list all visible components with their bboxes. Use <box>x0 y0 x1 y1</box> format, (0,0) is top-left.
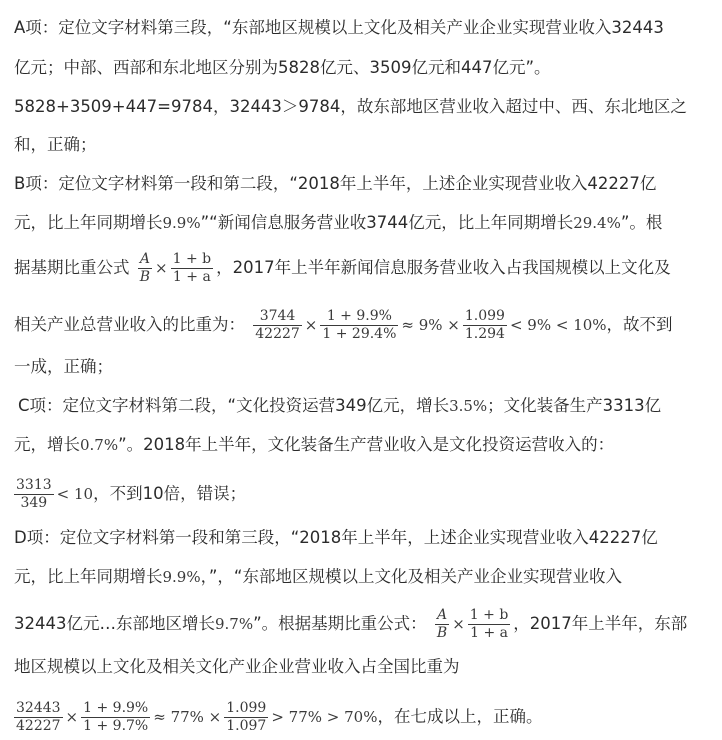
option-c-line-1 <box>18 395 661 417</box>
text: ”。根 <box>620 213 663 232</box>
fraction-3313-over-349 <box>14 477 54 512</box>
option-c-line-3 <box>14 477 246 512</box>
text: 和，正确； <box>14 135 97 154</box>
text: ；文化装备生产3313亿 <box>487 396 662 415</box>
text: 相关产业总营业收入的比重为： <box>14 315 245 334</box>
option-a-line-4 <box>14 134 97 156</box>
denominator: B <box>139 269 151 285</box>
denominator: 349 <box>20 495 48 511</box>
numerator: 3313 <box>16 477 52 493</box>
denominator: 42227 <box>255 326 300 342</box>
inequality: < 9% < 10% <box>509 316 607 334</box>
denominator: 1 + 29.4% <box>322 326 397 342</box>
times-sign: × <box>304 316 318 334</box>
math-percent: 9.9% <box>162 214 201 232</box>
times-sign: × <box>452 615 465 633</box>
option-a-line-1 <box>14 17 664 39</box>
text: 元，比上年同期增长 <box>14 567 163 586</box>
math-percent: 9.7% <box>215 615 254 633</box>
text: A项：定位文字材料第三段，“东部地区规模以上文化及相关产业企业实现营业收入32443 <box>14 18 664 37</box>
denominator: 1.097 <box>226 718 267 734</box>
fraction-a-over-b <box>435 607 449 642</box>
fraction-1b-over-1a <box>171 251 214 286</box>
text: ，”，“东部地区规模以上文化及相关产业企业实现营业收入 <box>200 567 622 586</box>
times-sign: × <box>65 708 79 726</box>
option-d-line-5 <box>14 700 542 735</box>
fraction-a-over-b <box>138 251 152 286</box>
option-b-line-1 <box>14 173 656 195</box>
fraction-growth-ratio <box>81 700 150 735</box>
text: ，2017年上半年新闻信息服务营业收入占我国规模以上文化及 <box>216 258 671 277</box>
math-percent: 3.5% <box>449 397 488 415</box>
denominator: 42227 <box>16 718 61 734</box>
numerator: 1 + b <box>172 251 212 267</box>
numerator: 1 + b <box>469 607 509 623</box>
numerator: 1.099 <box>226 700 267 716</box>
denominator: 1 + a <box>172 269 211 285</box>
option-c-line-2 <box>14 434 614 456</box>
fraction-1099-over-1097 <box>224 700 268 735</box>
fraction-1b-over-1a <box>468 607 511 642</box>
text: ”。2018年上半年，文化装备生产营业收入是文化投资运营收入的： <box>118 435 615 454</box>
numerator: 3744 <box>253 308 302 326</box>
option-b-line-3 <box>14 251 671 286</box>
option-d-line-3 <box>14 607 687 642</box>
math-percent: 0.7% <box>80 436 119 454</box>
approx-expression: ≈ 9% × <box>401 316 460 334</box>
text: ，在七成以上，正确。 <box>377 707 543 726</box>
text: 地区规模以上文化及相关文化产业企业营业收入占全国比重为 <box>14 657 460 676</box>
fraction-3744-over-42227 <box>253 308 302 343</box>
option-d-line-1 <box>14 527 658 549</box>
option-d-line-2 <box>14 566 622 588</box>
inequality: < 10 <box>56 485 94 503</box>
denominator: 1.294 <box>464 326 505 342</box>
text: 32443亿元…东部地区增长 <box>14 614 215 633</box>
numerator: A <box>435 607 449 625</box>
text: ，故不到 <box>606 315 673 334</box>
text: 一成，正确； <box>14 357 113 376</box>
numerator: 1 + 9.9% <box>320 308 398 326</box>
option-b-line-5 <box>14 356 113 378</box>
math-percent: 29.4% <box>573 214 621 232</box>
option-a-line-3 <box>14 96 687 118</box>
numerator: 1.099 <box>464 308 505 324</box>
text: 5828+3509+447=9784，32443＞9784，故东部地区营业收入超过中、西、东北地区之 <box>14 97 687 116</box>
fraction-1099-over-1294 <box>463 308 507 343</box>
fraction-growth-ratio <box>320 308 398 343</box>
fraction-32443-over-42227 <box>14 700 63 735</box>
text: 元，比上年同期增长 <box>14 213 163 232</box>
approx-expression: ≈ 77% × <box>153 708 222 726</box>
denominator: 1 + a <box>470 625 508 641</box>
inequality: > 77% > 70% <box>271 708 378 726</box>
text: 亿元；中部、西部和东北地区分别为5828亿元、3509亿元和447亿元”。 <box>14 58 551 77</box>
option-b-line-4 <box>14 308 673 343</box>
text: ，不到10倍，错误； <box>93 484 247 503</box>
text: B项：定位文字材料第一段和第二段，“2018年上半年，上述企业实现营业收入42227亿 <box>14 174 657 193</box>
option-b-line-2 <box>14 212 662 234</box>
text: ”“新闻信息服务营业收3744亿元，比上年同期增长 <box>200 213 574 232</box>
text: C项：定位文字材料第二段，“文化投资运营349亿元，增长 <box>18 396 450 415</box>
text: ，2017年上半年，东部 <box>513 614 688 633</box>
numerator: 32443 <box>16 700 61 716</box>
text: D项：定位文字材料第一段和第三段，“2018年上半年，上述企业实现营业收入42227亿 <box>14 528 658 547</box>
text: 据基期比重公式 <box>14 258 130 277</box>
denominator: B <box>436 625 448 641</box>
text: 元，增长 <box>14 435 80 454</box>
option-d-line-4 <box>14 656 460 678</box>
option-a-line-2 <box>14 57 551 79</box>
numerator: 1 + 9.9% <box>83 700 149 716</box>
math-percent: 9.9% <box>162 568 201 586</box>
denominator: 1 + 9.7% <box>83 718 149 734</box>
text: ”。根据基期比重公式： <box>253 614 427 633</box>
numerator: A <box>138 251 152 269</box>
times-sign: × <box>155 259 168 277</box>
